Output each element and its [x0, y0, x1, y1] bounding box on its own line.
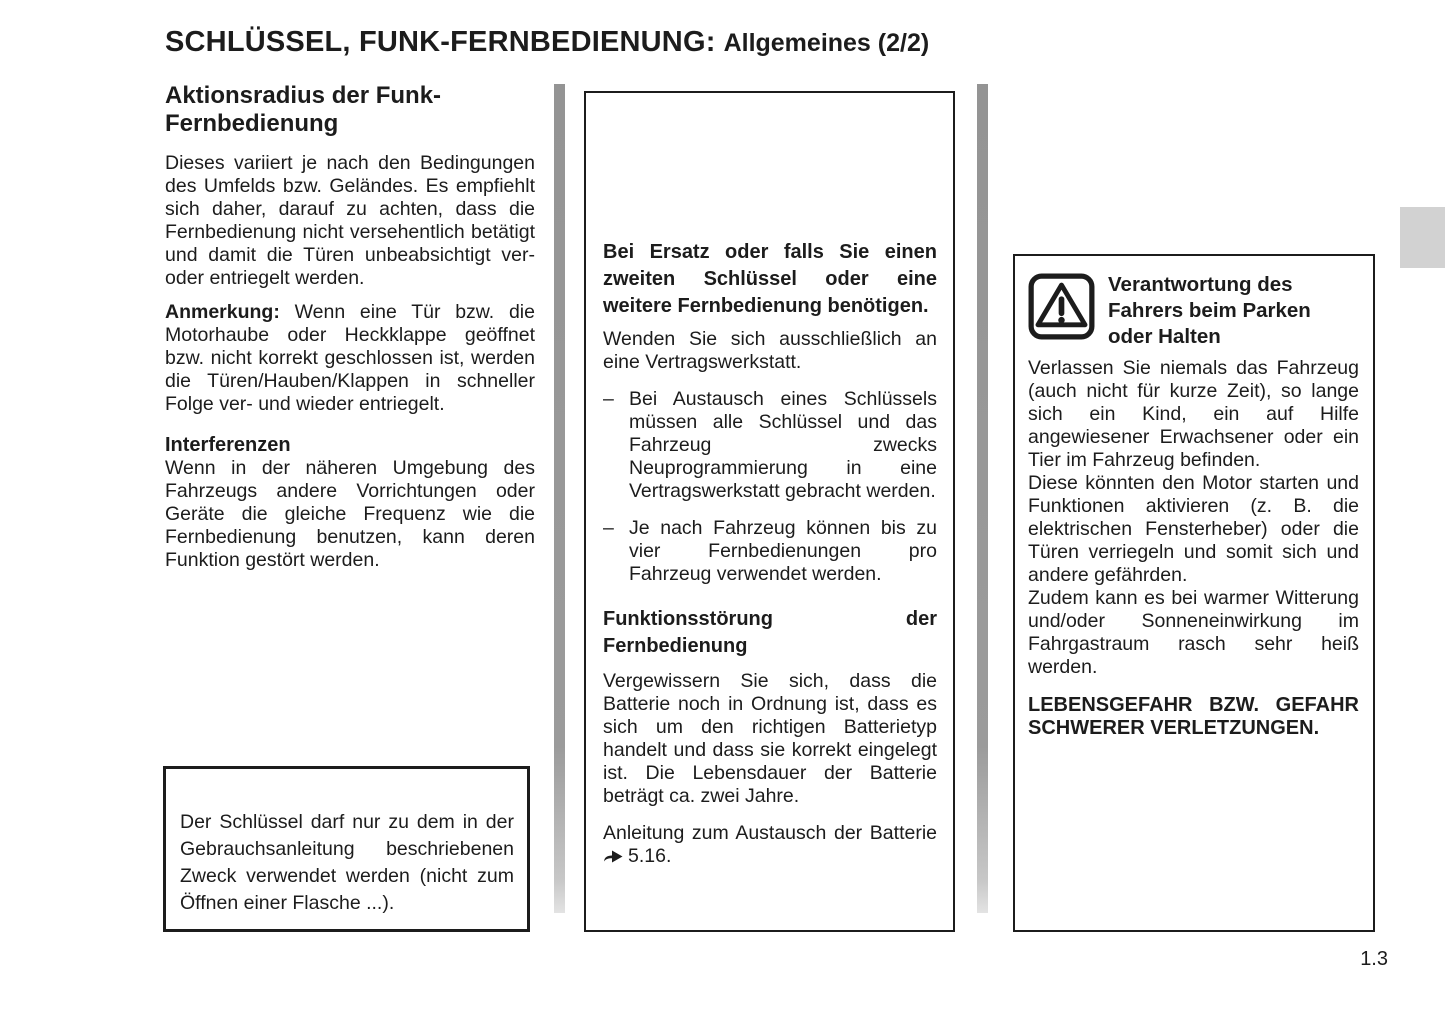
paragraph: Verlassen Sie niemals das Fahrzeug (auch nicht für kurze Zeit), so lange sich ein Kind, ein auf Hilfe angewiesener Erwachsener oder ein Tier im Fahrzeug befinden. [1028, 357, 1359, 471]
list-item-text: Bei Austausch eines Schlüssels müssen alle Schlüssel und das Fahrzeug zwecks Neuprogrammierung in eine Vertragswerkstatt gebracht werden. [629, 388, 937, 502]
danger-statement: LEBENSGEFAHR BZW. GEFAHR SCHWERER VERLETZUNGEN. [1028, 694, 1359, 739]
paragraph: Wenn in der näheren Umgebung des Fahrzeugs andere Vorrichtungen oder Geräte die gleiche Frequenz wie die Fernbedienung benutzen, kann deren Funktion gestört werden. [165, 457, 535, 571]
key-usage-note-box [163, 766, 530, 932]
paragraph: Wenden Sie sich ausschließlich an eine Vertragswerkstatt. [603, 328, 937, 373]
page-title-sub: Allgemeines (2/2) [723, 29, 930, 57]
list-item-dash: – [603, 388, 614, 410]
cross-reference-text: Anleitung zum Austausch der Batterie [603, 822, 937, 844]
left-column [165, 82, 535, 583]
list-item [603, 517, 937, 586]
note-text: Wenn eine Tür bzw. die Motorhaube oder Heckklappe geöffnet bzw. nicht korrekt geschlossen ist, werden die Türen/Hauben/Klappen in schneller Folge ver- und wieder entriegelt. [165, 301, 535, 415]
paragraph: Dieses variiert je nach den Bedingungen des Umfelds bzw. Geländes. Es empfiehlt sich daher, darauf zu achten, dass die Fernbedienung nicht versehentlich betätigt und damit die Türen unbeabsichtigt ver- oder entriegelt werden. [165, 152, 535, 289]
replacement-heading: Bei Ersatz oder falls Sie einen zweiten Schlüssel oder eine weitere Fernbedienung benötigen. [603, 241, 937, 317]
list-item-text: Je nach Fahrzeug können bis zu vier Fernbedienungen pro Fahrzeug verwendet werden. [629, 517, 937, 585]
cross-reference-arrow-icon [603, 847, 624, 870]
section-heading-aktionsradius: Aktionsradius der Funk-Fernbedienung [165, 82, 442, 137]
replacement-key-box [584, 91, 955, 932]
paragraph-note [165, 301, 535, 416]
list-item [603, 388, 937, 503]
driver-responsibility-warning-box [1013, 254, 1375, 932]
cross-reference-line [603, 822, 937, 870]
chapter-edge-tab [1400, 207, 1445, 268]
malfunction-heading: Funktionsstörung der Fernbedienung [603, 608, 937, 657]
cross-reference-number: 5.16. [628, 845, 672, 867]
paragraph: Zudem kann es bei warmer Witterung und/oder Sonneneinwirkung im Fahrgastraum rasch sehr heiß werden. [1028, 587, 1359, 678]
note-label: Anmerkung: [165, 301, 280, 323]
warning-triangle-icon [1028, 273, 1095, 340]
key-usage-note-text: Der Schlüssel darf nur zu dem in der Gebrauchsanleitung beschriebenen Zweck verwendet werden (nicht zum Öffnen einer Flasche ...). [180, 811, 514, 914]
column-separator-bar [554, 84, 565, 913]
page-title-main: SCHLÜSSEL, FUNK-FERNBEDIENUNG: [165, 26, 716, 58]
section-heading-interferenzen: Interferenzen [165, 434, 291, 456]
warning-heading: Verantwortung des Fahrers beim Parken oder Halten [1108, 273, 1311, 348]
paragraph: Vergewissern Sie sich, dass die Batterie noch in Ordnung ist, dass es sich um den richtigen Batterietyp handelt und dass sie korrekt eingelegt ist. Die Lebensdauer der Batterie beträgt ca. zwei Jahre. [603, 670, 937, 807]
list-item-dash: – [603, 517, 614, 539]
page-title [165, 26, 929, 59]
paragraph: Diese könnten den Motor starten und Funktionen aktivieren (z. B. die elektrischen Fensterheber) oder die Türen verriegeln und somit sich und andere gefährden. [1028, 472, 1359, 586]
column-separator-bar [977, 84, 988, 913]
page-number: 1.3 [1360, 948, 1388, 970]
